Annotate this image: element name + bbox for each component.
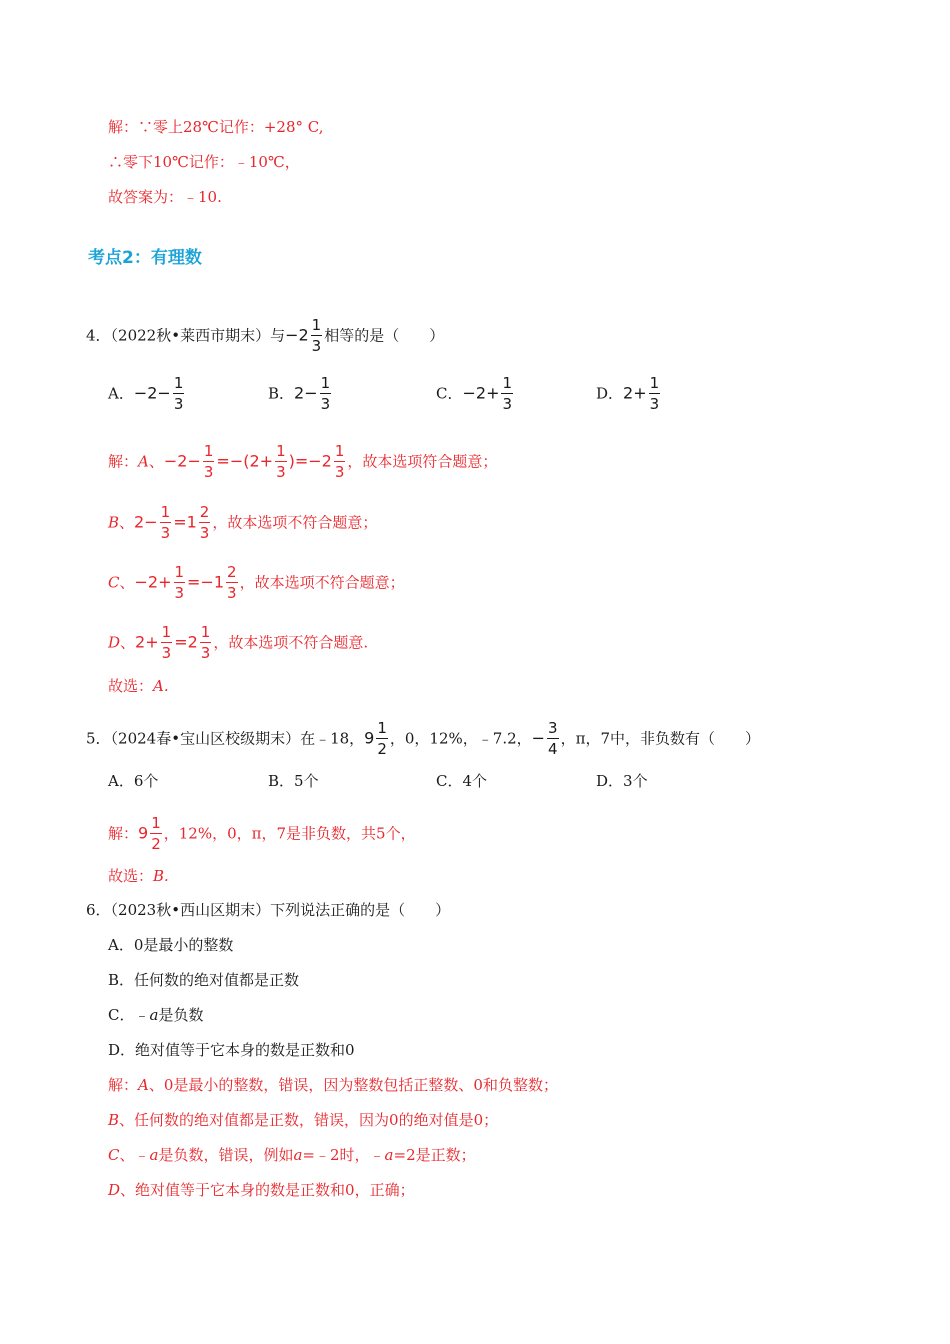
- q4-answer: [108, 675, 169, 697]
- q4-option-b-label: B．: [268, 384, 295, 403]
- q5-sol-whole: 9: [138, 823, 149, 843]
- q6-sol-a-prefix: 解：: [108, 1076, 139, 1094]
- q4-sol-d-frac2: [200, 622, 212, 663]
- q6-option-c-suffix: 是负数: [158, 1006, 204, 1024]
- q4-sol-b-frac1-den: 3: [160, 524, 171, 542]
- q4-option-a-num: 1: [173, 374, 184, 392]
- q4-sol-c-frac2-num: 2: [227, 563, 237, 581]
- q6-option-c-prefix: C．﹣: [108, 1006, 150, 1024]
- q6-sol-c-var1: a: [149, 1146, 159, 1164]
- question-4-stem: [86, 316, 444, 357]
- q6-sol-d-letter: D: [108, 1181, 121, 1199]
- q6-sol-b-text: 、任何数的绝对值都是正数，错误，因为0的绝对值是0；: [119, 1111, 499, 1129]
- q4-sol-a-frac2: [275, 441, 287, 482]
- q6-solution-d: [108, 1179, 415, 1201]
- q6-sol-c-text3: =﹣2时，﹣: [302, 1146, 385, 1164]
- q4-option-a-fraction: [173, 373, 185, 414]
- q5-sol-den: 2: [151, 835, 161, 853]
- q5-option-a: A．6个: [108, 772, 159, 790]
- q4-sol-a-frac1-num: 1: [203, 442, 214, 460]
- q6-option-a: A．0是最小的整数: [108, 936, 234, 954]
- q5-stem-neg: −: [531, 728, 546, 748]
- q4-option-c-fraction: [501, 373, 513, 414]
- q4-stem-suffix: 相等的是（ ）: [324, 326, 445, 345]
- q4-sol-c-frac1-den: 3: [174, 584, 185, 602]
- q4-sol-a-expr1: −2−: [163, 451, 201, 471]
- q6-sol-c-text2: 是负数，错误，例如: [158, 1146, 294, 1164]
- q4-sol-c-frac1-num: 1: [174, 563, 185, 581]
- q4-option-d-den: 3: [649, 395, 660, 413]
- q6-sol-a-text: 、0是最小的整数，错误，因为整数包括正整数、0和负整数；: [148, 1076, 558, 1094]
- q4-sol-d-expr1: 2+: [135, 632, 159, 652]
- q4-sol-a-tail: ，故本选项符合题意；: [347, 452, 498, 471]
- q5-sol-tail: ，12%，0，π，7是非负数，共5个，: [163, 824, 416, 843]
- q4-sol-a-sep: 、: [148, 452, 164, 471]
- q4-sol-d-expr2: =2: [174, 632, 198, 652]
- q4-sol-b-expr2: =1: [173, 512, 197, 532]
- q6-option-c-var: a: [149, 1006, 159, 1024]
- solution-3-line-3: 故答案为：﹣10.: [108, 188, 222, 206]
- q4-option-a-expr: −2−: [133, 383, 171, 403]
- q4-sol-b-expr1: 2−: [134, 512, 158, 532]
- q4-sol-a-frac1: [203, 441, 215, 482]
- q4-sol-a-frac3: [334, 441, 346, 482]
- q4-sol-a-prefix: 解：: [108, 452, 139, 471]
- q4-sol-d-frac1-num: 1: [161, 623, 172, 641]
- q4-sol-b-frac1-num: 1: [160, 503, 171, 521]
- q4-sol-c-frac2: [226, 562, 238, 603]
- q4-stem-whole: −2: [285, 325, 309, 345]
- q6-sol-c-var2: a: [293, 1146, 303, 1164]
- q5-sol-num: 1: [151, 814, 161, 832]
- q6-sol-c-var3: a: [384, 1146, 394, 1164]
- question-6-stem: 6．（2023秋•西山区期末）下列说法正确的是（ ）: [86, 901, 451, 919]
- q4-stem-fraction: [311, 315, 323, 356]
- q6-solution-a: [108, 1074, 558, 1096]
- q5-solution: [108, 814, 416, 855]
- q5-stem-prefix: 5．（2024春•宝山区校级期末）在﹣18，: [86, 729, 365, 748]
- q4-stem-den: 3: [311, 337, 322, 355]
- q4-stem-prefix: 4．（2022秋•莱西市期末）与: [86, 326, 286, 345]
- q4-option-d-label: D．: [596, 384, 624, 403]
- q6-option-b: B．任何数的绝对值都是正数: [108, 971, 300, 989]
- q4-option-c-den: 3: [502, 395, 513, 413]
- q4-solution-c: [108, 563, 405, 604]
- q4-answer-prefix: 故选：: [108, 677, 154, 695]
- section-heading: 考点2：有理数: [88, 248, 202, 268]
- q4-sol-b-letter: B: [108, 513, 120, 532]
- q4-answer-letter: A.: [153, 677, 169, 695]
- q5-answer: [108, 865, 169, 887]
- q5-sol-prefix: 解：: [108, 824, 139, 843]
- q4-option-a-label: A．: [108, 384, 134, 403]
- question-5-stem: [86, 719, 760, 760]
- q5-stem-mixed-num: 1: [377, 719, 387, 737]
- q6-option-d: D．绝对值等于它本身的数是正数和0: [108, 1041, 355, 1059]
- q4-option-b-fraction: [320, 373, 332, 414]
- q4-sol-b-tail: ，故本选项不符合题意；: [212, 513, 378, 532]
- q4-sol-d-frac1: [161, 622, 173, 663]
- q5-option-d: D．3个: [596, 772, 648, 790]
- q4-option-d-num: 1: [649, 374, 660, 392]
- q4-sol-c-letter: C: [108, 573, 120, 592]
- q4-sol-a-letter: A: [138, 452, 149, 471]
- q5-stem-mixed-whole: 9: [364, 728, 375, 748]
- q4-sol-a-expr3: )=−2: [288, 451, 332, 471]
- q4-option-d-expr: 2+: [623, 383, 647, 403]
- q4-sol-d-letter: D: [108, 633, 121, 652]
- q4-sol-a-frac3-den: 3: [334, 463, 345, 481]
- q4-sol-d-frac1-den: 3: [161, 644, 172, 662]
- q4-sol-a-frac2-den: 3: [276, 463, 286, 481]
- q4-sol-d-tail: ，故本选项不符合题意.: [213, 633, 369, 652]
- solution-3-line-2: ∴零下10℃记作：﹣10℃，: [108, 153, 300, 171]
- q6-solution-b: [108, 1109, 498, 1131]
- q5-option-b: B．5个: [268, 772, 319, 790]
- q4-option-c-num: 1: [502, 374, 513, 392]
- q4-solution-a: [108, 442, 497, 483]
- q5-stem-fraction: [547, 718, 559, 759]
- q4-sol-b-frac2: [199, 502, 211, 543]
- q4-option-b-expr: 2−: [294, 383, 318, 403]
- q4-option-c: [436, 374, 515, 415]
- q5-stem-frac-num: 3: [548, 719, 558, 737]
- q4-sol-b-frac1: [160, 502, 172, 543]
- q5-stem-mid: ，0，12%，﹣7.2，: [389, 729, 532, 748]
- q4-sol-c-expr1: −2+: [134, 572, 172, 592]
- q4-solution-b: [108, 503, 377, 544]
- q4-sol-c-tail: ，故本选项不符合题意；: [239, 573, 405, 592]
- q5-stem-mixed-den: 2: [377, 740, 387, 758]
- q5-stem-mixed-fraction: [376, 718, 388, 759]
- q4-sol-c-sep: 、: [119, 573, 135, 592]
- q6-sol-d-text: 、绝对值等于它本身的数是正数和0，正确；: [120, 1181, 415, 1199]
- q4-option-a: [108, 374, 186, 415]
- q4-sol-b-frac2-num: 2: [199, 503, 210, 521]
- q4-option-b: [268, 374, 333, 415]
- q4-sol-d-sep: 、: [120, 633, 136, 652]
- q4-sol-a-frac3-num: 1: [334, 442, 345, 460]
- q6-sol-c-text4: =2是正数；: [393, 1146, 476, 1164]
- q6-sol-c-letter: C: [108, 1146, 120, 1164]
- solution-3-line-1: 解：∵零上28℃记作：+28° C,: [108, 118, 324, 136]
- q6-sol-a-letter: A: [138, 1076, 149, 1094]
- q6-option-c: [108, 1004, 203, 1026]
- q4-sol-b-frac2-den: 3: [199, 524, 210, 542]
- q4-sol-a-frac1-den: 3: [203, 463, 214, 481]
- q4-sol-a-expr2: =−(2+: [216, 451, 274, 471]
- q5-answer-prefix: 故选：: [108, 867, 154, 885]
- q4-sol-c-expr2: =−1: [187, 572, 225, 592]
- q4-solution-d: [108, 623, 368, 664]
- q6-solution-c: [108, 1144, 476, 1166]
- q5-answer-letter: B.: [153, 867, 169, 885]
- q4-sol-c-frac1: [174, 562, 186, 603]
- q4-option-d-fraction: [649, 373, 661, 414]
- q4-option-a-den: 3: [173, 395, 184, 413]
- q6-sol-c-text1: 、﹣: [119, 1146, 150, 1164]
- q5-option-c: C．4个: [436, 772, 488, 790]
- q4-sol-c-frac2-den: 3: [227, 584, 237, 602]
- q4-option-c-expr: −2+: [462, 383, 500, 403]
- q4-stem-num: 1: [311, 316, 322, 334]
- q4-option-d: [596, 374, 662, 415]
- q4-option-c-label: C．: [436, 384, 463, 403]
- q4-option-b-den: 3: [320, 395, 331, 413]
- q4-sol-d-frac2-num: 1: [200, 623, 211, 641]
- q4-sol-d-frac2-den: 3: [200, 644, 211, 662]
- q4-sol-a-frac2-num: 1: [276, 442, 286, 460]
- q5-stem-suffix: ，π，7中，非负数有（ ）: [560, 729, 760, 748]
- q4-sol-b-sep: 、: [119, 513, 135, 532]
- q4-option-b-num: 1: [320, 374, 331, 392]
- q5-sol-fraction: [150, 813, 162, 854]
- q5-stem-frac-den: 4: [548, 740, 558, 758]
- q6-sol-b-letter: B: [108, 1111, 120, 1129]
